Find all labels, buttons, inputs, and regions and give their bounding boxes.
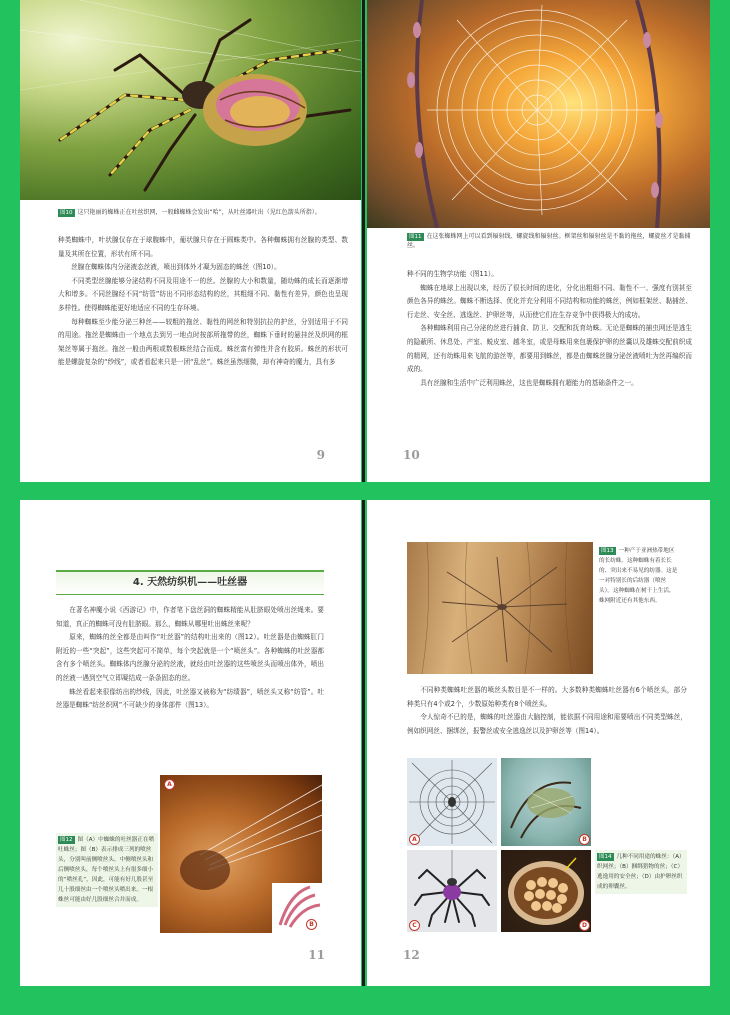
paragraph: 在著名神魔小说《西游记》中，作者笔下盘丝洞的蜘蛛精能从肚脐眼处喷出丝绳来。要知道，真正的蜘蛛可没有肚脐眼。那么，蜘蛛从哪里吐出蛛丝来呢？ (56, 606, 324, 628)
panel-label-b: B (579, 834, 590, 845)
spinneret-illustration (160, 775, 322, 933)
paragraph: 种类蜘蛛中，叶状腺仅存在于球腹蛛中，葡状腺只存在于圆蛛类中。各种蜘蛛拥有丝腺的类型、数量及其所在位置，形状有所不同。 (58, 236, 348, 258)
figure-11-tag: 图11 (409, 234, 422, 240)
page-number: 11 (308, 948, 325, 962)
panel-label-c: C (409, 920, 420, 931)
figure-12-tag: 图12 (60, 837, 73, 843)
figure-13-note-text: 一种产于亚洲热带地区的长纺蛛。这种蜘蛛有着长长的、突出来不易见的纺器。这是一对特别长的后纺器（喷丝头）。这种蜘蛛在树干上生活，蛛网附近还有其他东西。 (599, 548, 678, 604)
figure-12-note (56, 833, 158, 907)
paragraph: 具有丝腺和生活中广泛利用蛛丝，这也是蜘蛛拥有超能力的基础条件之一。 (420, 378, 638, 387)
paragraph: 原来，蜘蛛的丝全都是由叫作“吐丝器”的结构吐出来的（图12）。吐丝器是由蜘蛛肛门附近的一些“突起”，这些突起可不简单，每个突起就是一个“喷丝头”。各种蜘蛛的吐丝器都含有多个喷丝头。蜘蛛体内丝腺分泌的丝液，就经由吐丝器的这些喷丝头而喷出体外，喷出的丝液一遇到空气立即凝结成一条条固态的丝。 (56, 633, 324, 682)
figure-10-tag: 图10 (60, 210, 73, 216)
figure-12-note-text: 图（A）中蜘蛛的吐丝器正在喷吐蛛丝；图（B）表示排成三列的喷丝头，分别叫前侧喷丝头、中侧喷丝头和后侧喷丝头，每个喷丝头上有很多细小的“喷丝孔”，因此，可能有好几股甚至几十股细丝由一个喷丝头喷出来。一根蛛丝可能由好几股细丝合并而成。 (58, 837, 155, 903)
long-spinneret-spider-photo (407, 542, 593, 674)
figure-14-note (595, 850, 687, 894)
page-9-body (58, 234, 348, 370)
paragraph: 不同类型丝腺能够分泌结构不同及用途不一的丝。丝腺的大小和数量，随幼蛛的成长而逐渐增大和增多。不同丝腺经不同“纺管”纺出不同形态结构的丝，其粗细不同、黏性有差异，颜色也呈现多样性。使得蜘蛛能更好地适应不同的生存环境。 (58, 276, 348, 312)
panel-label-a: A (409, 834, 420, 845)
paragraph: 不同种类蜘蛛吐丝器的喷丝头数目是不一样的。大多数种类蜘蛛吐丝器有6个喷丝头，部分种类只有4个或2个，少数原始种类有8个喷丝头。 (407, 686, 687, 708)
figure-14-tag: 图14 (599, 854, 612, 860)
figure-10-caption-text: 这只艳丽的蜘蛛正在吐丝织网，一般雌蜘蛛会发出“哈”，从吐丝器吐出（见红色箭头所指）。 (77, 209, 321, 216)
panel-label-d: D (579, 920, 590, 931)
page-12 (367, 500, 710, 986)
page-gutter (362, 500, 365, 986)
paragraph: 蜘蛛在地球上出现以来，经历了很长时间的进化，分化出粗细不同、黏性不一、强度有别甚至颜色各异的蛛丝。蜘蛛不断选择、优化并充分利用不同结构和功能的蛛丝，例如框架丝、黏捕丝、行走丝、安全丝、逃逸丝、护卵丝等，从而使它们在生存竞争中获得极大的成功。 (407, 283, 692, 319)
wrapped-prey-icon (501, 758, 591, 846)
panel-d-egg-sac (501, 850, 591, 932)
dragline-spider-icon (407, 850, 497, 932)
panel-c-dragline-spider (407, 850, 497, 932)
tree-spider-illustration (407, 542, 593, 674)
page-number: 9 (316, 448, 325, 462)
spider-illustration (20, 0, 361, 200)
panel-label-b: B (306, 919, 317, 930)
page-number: 10 (403, 448, 420, 462)
paragraph: 蛛丝看起来很像纺出的纱线，因此，吐丝器又被称为“纺绩器”，喷丝头又称“纺管”。吐丝器是蜘蛛“纺丝织网”不可缺少的身体部件（图13）。 (56, 687, 324, 710)
figure-14-note-text: 几种不同用途的蛛丝：（A）织网丝；（B）捆绑猎物的丝；（C）逃逸用的安全丝；（D）由护卵丝织成的卵囊丝。 (597, 854, 685, 890)
figure-10-caption (58, 208, 348, 217)
page-12-body (407, 684, 687, 738)
page-gutter (362, 0, 365, 482)
page-10-body (407, 268, 692, 390)
panel-label-a: A (164, 779, 175, 790)
page-number: 12 (403, 948, 420, 962)
page-11-body (56, 604, 324, 713)
spider-web-illustration (367, 0, 710, 228)
figure-13-note (597, 544, 681, 608)
egg-sac-icon (501, 850, 591, 932)
panel-a-orb-web (407, 758, 497, 846)
chapter-title: 4. 天然纺织机——吐丝器 (56, 570, 324, 595)
dewy-spider-web-photo (367, 0, 710, 228)
paragraph: 各种蜘蛛利用自己分泌的丝进行捕食、防卫、交配和抚育幼蛛。无论是蜘蛛的捕虫网还是逃生的隐蔽所、休息处、产室、蜕皮室、越冬室，或是母蛛用来包裹保护卵的丝囊以及雄蛛交配前织成的精网，还有幼蛛用来飞航的游丝等，都要用到蛛丝，都是由蜘蛛丝腺分泌丝液喷吐为丝再编织而成的。 (407, 324, 692, 374)
paragraph: 种不同的生物学功能（图11）。 (407, 270, 498, 278)
figure-11-caption-text: 在这张蜘蛛网上可以看到辐射线、螺旋线和辐射丝。框架丝和辐射丝是不黏的拖丝，螺旋丝才是黏捕丝。 (407, 233, 691, 249)
page-9 (20, 0, 361, 482)
spinneret-photo (160, 775, 322, 933)
paragraph: 每种蜘蛛至少能分泌三种丝——较粗的拖丝、黏性的网丝和特别抗拉的护丝，分别适用于不同的用途。拖丝是蜘蛛由一个地点去到另一地点时按部所拖带的丝，蜘蛛下垂时的悬挂丝及织网的框架丝等属于拖丝。拖丝一般由两根或数根蛛丝结合而成。蛛丝富有弹性并含有胶质。蛛丝的形状可能是螺旋复杂的“纱线”，或者看起来只是一团“乱丝”。蛛丝虽然细微，却有神奇的魔力，具有多 (58, 317, 348, 367)
panel-b-wrapped-prey (501, 758, 591, 846)
page-10 (367, 0, 710, 482)
figure-13-tag: 图13 (601, 548, 614, 554)
figure-11-caption (407, 232, 692, 250)
paragraph: 丝腺在蜘蛛体内分泌液态丝液，喷出到体外才凝为固态的蛛丝（图10）。 (71, 263, 281, 272)
paragraph: 令人惊奇不已的是，蜘蛛的吐丝器由大脑控制，能依据不同用途和需要喷出不同类型蛛丝，例如织网丝、捆绑丝，报警丝或安全逃逸丝以及护卵丝等（图14）。 (407, 713, 687, 735)
orb-web-icon (407, 758, 497, 846)
golden-orb-spider-photo (20, 0, 361, 200)
page-11 (20, 500, 361, 986)
